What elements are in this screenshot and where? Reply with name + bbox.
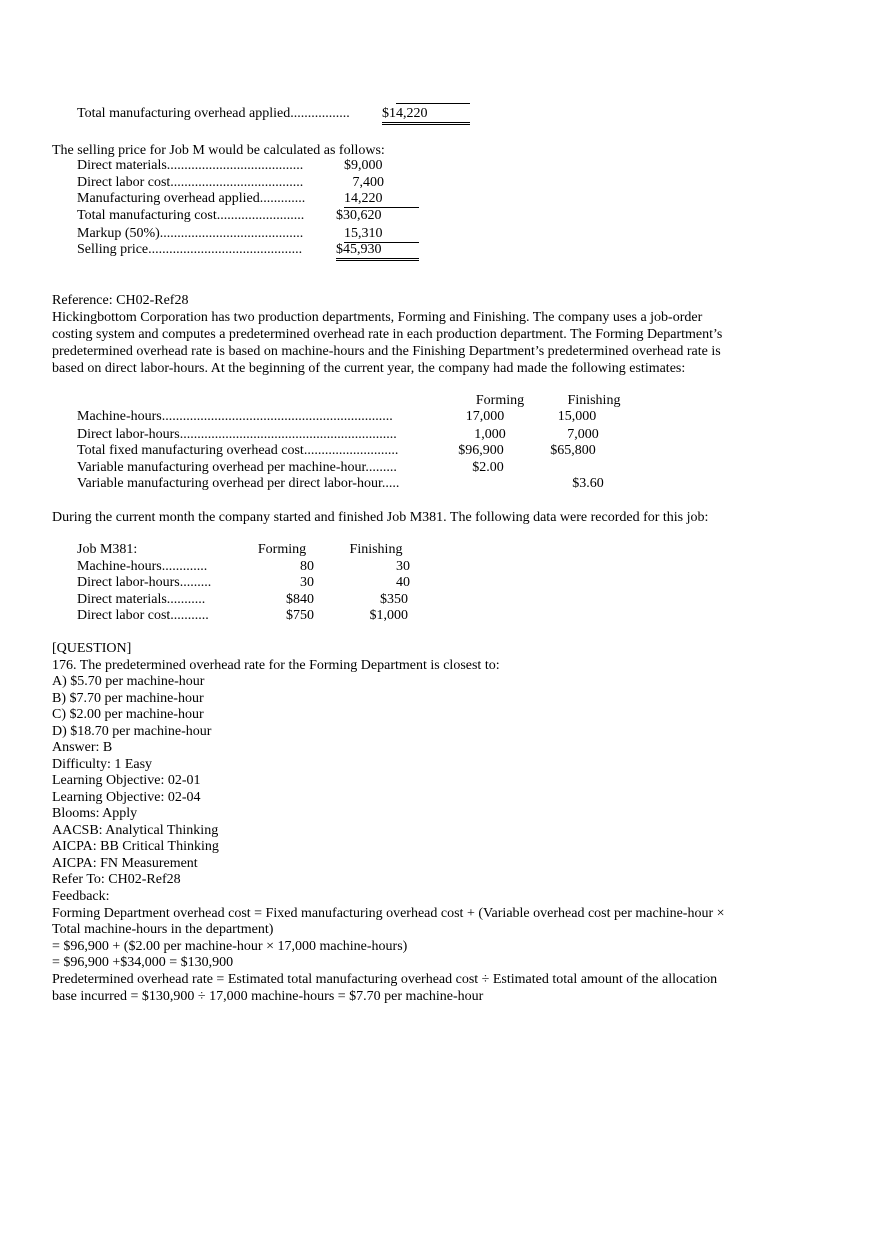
estimates-row-finishing: $3.60 xyxy=(572,476,604,491)
feedback-line: = $96,900 + ($2.00 per machine-hour × 17,000 machine-hours) xyxy=(52,939,408,954)
selling-row-label: Direct labor cost...................................... xyxy=(77,175,304,190)
job-intro: During the current month the company started and finished Job M381. The following data were recorded for this job: xyxy=(52,510,709,525)
question-text: 176. The predetermined overhead rate for the Forming Department is closest to: xyxy=(52,658,500,673)
selling-row-label: Direct materials....................................... xyxy=(77,158,304,173)
estimates-header-finishing: Finishing xyxy=(567,393,621,408)
job-row-forming: 80 xyxy=(300,559,314,574)
reference-paragraph-line: predetermined overhead rate is based on machine-hours and the Finishing Department’s predetermined overhead rate is xyxy=(52,344,721,359)
estimates-row-label: Machine-hours.................................................................. xyxy=(77,409,393,424)
estimates-header-forming: Forming xyxy=(475,393,525,408)
reference-paragraph-line: costing system and computes a predetermined overhead rate in each production department. The Forming Department’s xyxy=(52,327,723,342)
estimates-row-forming: 17,000 xyxy=(465,409,505,424)
question-meta: Answer: B xyxy=(52,740,113,755)
question-meta: Learning Objective: 02-01 xyxy=(52,773,201,788)
estimates-row-label: Direct labor-hours.............................................................. xyxy=(77,427,397,442)
job-header-forming: Forming xyxy=(257,542,307,557)
feedback-line: base incurred = $130,900 ÷ 17,000 machine-hours = $7.70 per machine-hour xyxy=(52,989,484,1004)
reference-paragraph-line: based on direct labor-hours. At the beginning of the current year, the company had made the following estimates: xyxy=(52,361,686,376)
top-label: Total manufacturing overhead applied................. xyxy=(77,106,350,121)
selling-row-label: Manufacturing overhead applied............. xyxy=(77,191,306,206)
job-row-finishing: 30 xyxy=(396,559,410,574)
question-meta: Blooms: Apply xyxy=(52,806,138,821)
selling-row-value: $45,930 xyxy=(336,242,419,261)
job-row-finishing: $350 xyxy=(380,592,408,607)
job-row-finishing: $1,000 xyxy=(369,608,408,623)
feedback-line: = $96,900 +$34,000 = $130,900 xyxy=(52,955,234,970)
estimates-row-forming: $2.00 xyxy=(472,460,504,475)
selling-intro: The selling price for Job M would be calculated as follows: xyxy=(52,143,385,158)
question-meta: Refer To: CH02-Ref28 xyxy=(52,872,181,887)
estimates-row-finishing: 15,000 xyxy=(557,409,597,424)
top-rule xyxy=(396,103,470,104)
question-meta: Difficulty: 1 Easy xyxy=(52,757,153,772)
question-meta: Feedback: xyxy=(52,889,110,904)
reference-title: Reference: CH02-Ref28 xyxy=(52,293,189,308)
question-meta: AACSB: Analytical Thinking xyxy=(52,823,219,838)
selling-row-value: $9,000 xyxy=(344,158,383,173)
question-option: B) $7.70 per machine-hour xyxy=(52,691,204,706)
question-tag: [QUESTION] xyxy=(52,641,132,656)
question-meta: AICPA: BB Critical Thinking xyxy=(52,839,219,854)
question-meta: AICPA: FN Measurement xyxy=(52,856,198,871)
question-option: C) $2.00 per machine-hour xyxy=(52,707,204,722)
selling-row-label: Selling price............................................ xyxy=(77,242,303,257)
question-option: D) $18.70 per machine-hour xyxy=(52,724,212,739)
job-row-forming: $750 xyxy=(286,608,314,623)
feedback-line: Predetermined overhead rate = Estimated total manufacturing overhead cost ÷ Estimated total amount of the allocation xyxy=(52,972,718,987)
selling-row-value: 14,220 xyxy=(344,191,419,208)
job-row-label: Machine-hours............. xyxy=(77,559,208,574)
question-option: A) $5.70 per machine-hour xyxy=(52,674,205,689)
estimates-row-finishing: $65,800 xyxy=(550,443,596,458)
top-value: $14,220 xyxy=(382,106,470,125)
estimates-row-finishing: 7,000 xyxy=(567,427,599,442)
job-title: Job M381: xyxy=(77,542,138,557)
estimates-row-label: Variable manufacturing overhead per direct labor-hour..... xyxy=(77,476,400,491)
selling-row-value: 7,400 xyxy=(352,175,384,190)
job-row-forming: $840 xyxy=(286,592,314,607)
selling-row-label: Markup (50%)......................................... xyxy=(77,226,304,241)
selling-row-value: $30,620 xyxy=(336,208,382,223)
selling-row-label: Total manufacturing cost......................... xyxy=(77,208,305,223)
question-meta: Learning Objective: 02-04 xyxy=(52,790,201,805)
estimates-row-forming: $96,900 xyxy=(458,443,504,458)
estimates-row-label: Variable manufacturing overhead per machine-hour......... xyxy=(77,460,397,475)
job-row-label: Direct labor cost........... xyxy=(77,608,209,623)
job-row-label: Direct labor-hours......... xyxy=(77,575,212,590)
job-header-finishing: Finishing xyxy=(349,542,403,557)
feedback-line: Total machine-hours in the department) xyxy=(52,922,274,937)
job-row-label: Direct materials........... xyxy=(77,592,206,607)
feedback-line: Forming Department overhead cost = Fixed manufacturing overhead cost + (Variable overhead cost per machine-hour × xyxy=(52,906,725,921)
estimates-row-label: Total fixed manufacturing overhead cost........................... xyxy=(77,443,399,458)
reference-paragraph-line: Hickingbottom Corporation has two production departments, Forming and Finishing. The company uses a job-order xyxy=(52,310,703,325)
job-row-finishing: 40 xyxy=(396,575,410,590)
job-row-forming: 30 xyxy=(300,575,314,590)
selling-row-value: 15,310 xyxy=(344,226,419,243)
estimates-row-forming: 1,000 xyxy=(474,427,506,442)
